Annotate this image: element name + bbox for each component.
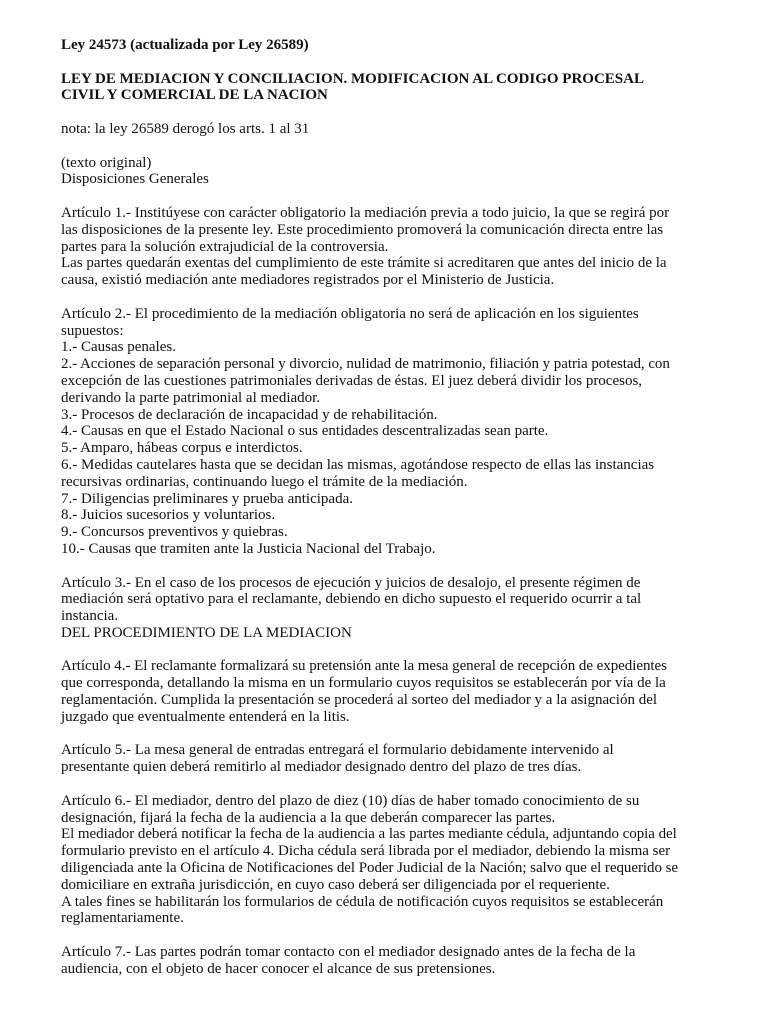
article-4-line: juzgado que eventualmente entenderá en la litis. bbox=[61, 708, 350, 725]
article-7 bbox=[61, 944, 721, 978]
article-2-line: 7.- Diligencias preliminares y prueba anticipada. bbox=[61, 490, 353, 507]
article-4-line: reglamentación. Cumplida la presentación se procederá al sorteo del mediador y a la asignación del bbox=[61, 692, 658, 709]
article-2-line: recursivas ordinarias, continuando luego el trámite de la mediación. bbox=[61, 473, 468, 490]
article-5-line: presentante quien deberá remitirlo al mediador designado dentro del plazo de tres días. bbox=[61, 759, 582, 776]
article-2-line: derivando la parte patrimonial al mediador. bbox=[61, 389, 321, 406]
law-title-line: LEY DE MEDIACION Y CONCILIACION. MODIFICACION AL CODIGO PROCESAL bbox=[61, 70, 644, 87]
article-6-line: A tales fines se habilitarán los formularios de cédula de notificación cuyos requisitos se establecerán bbox=[61, 893, 664, 910]
law-heading bbox=[61, 37, 721, 54]
article-7-line: audiencia, con el objeto de hacer conocer el alcance de sus pretensiones. bbox=[61, 960, 496, 977]
article-4 bbox=[61, 658, 721, 725]
article-1-line: causa, existió mediación ante mediadores registrados por el Ministerio de Justicia. bbox=[61, 272, 555, 289]
article-6-line: formulario previsto en el artículo 4. Dicha cédula será librada por el mediador, debiendo la misma ser bbox=[61, 843, 671, 860]
article-6-line: Artículo 6.- El mediador, dentro del plazo de diez (10) días de haber tomado conocimiento de su bbox=[61, 792, 640, 809]
article-6-line: El mediador deberá notificar la fecha de la audiencia a las partes mediante cédula, adjuntando copia del bbox=[61, 826, 677, 843]
law-heading-line: Ley 24573 (actualizada por Ley 26589) bbox=[61, 37, 309, 53]
article-2-line: 5.- Amparo, hábeas corpus e interdictos. bbox=[61, 440, 303, 457]
article-2 bbox=[61, 306, 721, 558]
article-2-line: 9.- Concursos preventivos y quiebras. bbox=[61, 524, 288, 541]
article-1-line: las disposiciones de la presente ley. Este procedimiento promoverá la comunicación directa entre las bbox=[61, 221, 664, 238]
article-6-line: designación, fijará la fecha de la audiencia a la que deberán comparecer las partes. bbox=[61, 809, 556, 826]
section-heading-line: Disposiciones Generales bbox=[61, 171, 209, 188]
article-1 bbox=[61, 205, 721, 289]
article-2-line: excepción de las cuestiones patrimoniales derivadas de éstas. El juez deberá dividir los procesos, bbox=[61, 372, 643, 389]
article-1-line: partes para la solución extrajudicial de la controversia. bbox=[61, 238, 389, 255]
article-2-line: 8.- Juicios sucesorios y voluntarios. bbox=[61, 507, 276, 524]
article-7-line: Artículo 7.- Las partes podrán tomar contacto con el mediador designado antes de la fecha de la bbox=[61, 944, 636, 961]
law-title bbox=[61, 71, 721, 105]
article-2-line: 10.- Causas que tramiten ante la Justicia Nacional del Trabajo. bbox=[61, 540, 436, 557]
article-6-line: diligenciada ante la Oficina de Notificaciones del Poder Judicial de la Nación; salvo que el requerido se bbox=[61, 860, 679, 877]
article-2-line: 1.- Causas penales. bbox=[61, 339, 176, 356]
article-3-line: mediación será optativo para el reclamante, debiendo en dicho supuesto el requerido ocurrir a tal bbox=[61, 591, 642, 608]
article-2-line: 4.- Causas en que el Estado Nacional o sus entidades descentralizadas sean parte. bbox=[61, 423, 549, 440]
procedure-section-heading: DEL PROCEDIMIENTO DE LA MEDIACION bbox=[61, 624, 352, 641]
article-6-line: domiciliare en extraña jurisdicción, en cuyo caso deberá ser diligenciada por el requeriente. bbox=[61, 876, 610, 893]
document-body bbox=[61, 37, 721, 994]
article-3 bbox=[61, 575, 721, 642]
article-6 bbox=[61, 793, 721, 927]
article-5-line: Artículo 5.- La mesa general de entradas entregará el formulario debidamente intervenido al bbox=[61, 742, 614, 759]
article-2-line: Artículo 2.- El procedimiento de la mediación obligatoria no será de aplicación en los siguientes bbox=[61, 305, 639, 322]
article-2-line: supuestos: bbox=[61, 322, 124, 339]
article-1-line: Artículo 1.- Institúyese con carácter obligatorio la mediación previa a todo juicio, la que se regirá por bbox=[61, 204, 670, 221]
section-heading bbox=[61, 155, 721, 189]
article-3-line: instancia. bbox=[61, 608, 119, 625]
article-5 bbox=[61, 742, 721, 776]
article-4-line: Artículo 4.- El reclamante formalizará su pretensión ante la mesa general de recepción de expedientes bbox=[61, 658, 667, 675]
article-3-line: Artículo 3.- En el caso de los procesos de ejecución y juicios de desalojo, el presente régimen de bbox=[61, 574, 641, 591]
article-2-line: 6.- Medidas cautelares hasta que se decidan las mismas, agotándose respecto de ellas las instancias bbox=[61, 456, 655, 473]
article-4-line: que corresponda, detallando la misma en un formulario cuyos requisitos se establecerán por vía de la bbox=[61, 675, 666, 692]
repeal-note bbox=[61, 121, 721, 138]
article-6-line: reglamentariamente. bbox=[61, 910, 184, 927]
repeal-note-line: nota: la ley 26589 derogó los arts. 1 al 31 bbox=[61, 120, 310, 137]
article-1-line: Las partes quedarán exentas del cumplimiento de este trámite si acreditaren que antes del inicio de la bbox=[61, 255, 667, 272]
article-2-line: 2.- Acciones de separación personal y divorcio, nulidad de matrimonio, filiación y patria potestad, con bbox=[61, 356, 670, 373]
law-title-line: CIVIL Y COMERCIAL DE LA NACION bbox=[61, 87, 328, 104]
section-heading-line: (texto original) bbox=[61, 154, 152, 171]
article-2-line: 3.- Procesos de declaración de incapacidad y de rehabilitación. bbox=[61, 406, 438, 423]
